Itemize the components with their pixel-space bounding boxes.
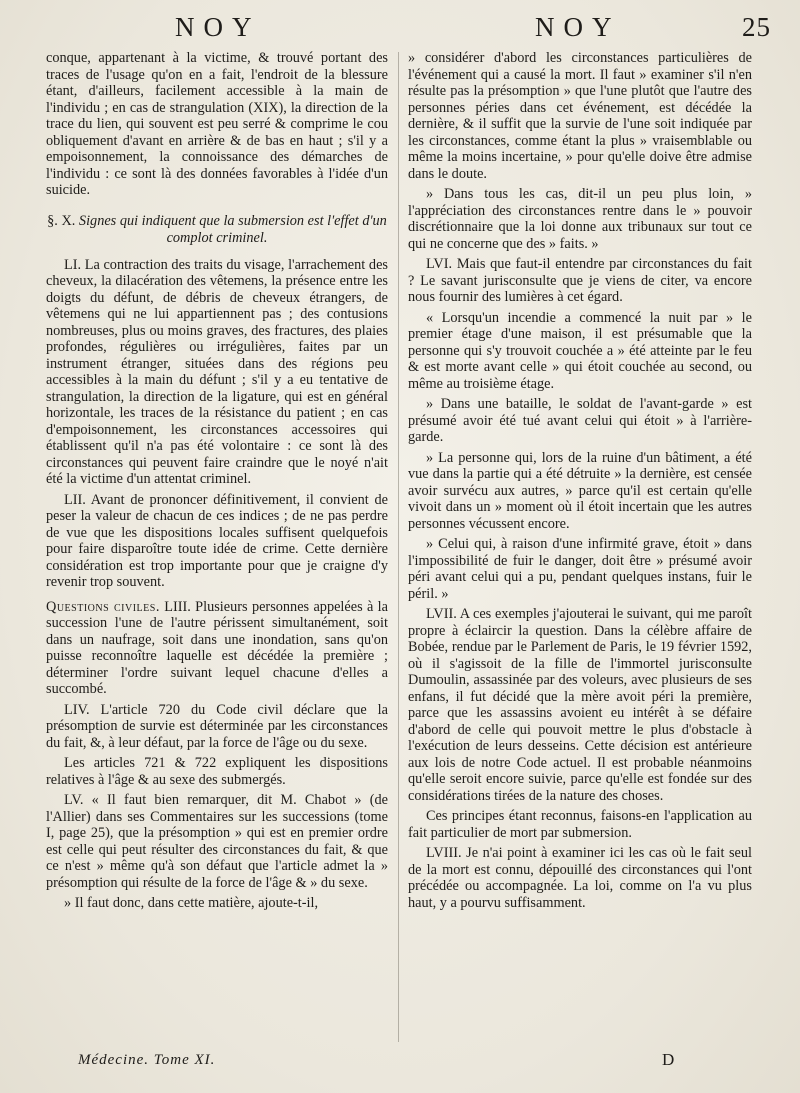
- quote-continuation: » considérer d'abord les circonstances particulières de l'événement qui a causé la mort. Il faut » examiner s'il n'en résulte pas la présomption » que l'une plutôt que l'autre des personnes péries dans cet événement, est décédée la dernière, & il suffit que la survie de l'une soit indiquée par les circonstances, comme étant la plus » vraisemblable ou même la moins incertaine, » pour qu'elle doive être admise dans le doute.: [408, 50, 752, 182]
- paragraph-lv: LV. « Il faut bien remarquer, dit M. Chabot » (de l'Allier) dans ses Commentaires sur les successions (tome I, page 25), que la présomption » qui est en premier ordre est celle qui peut résulter des circonstances du fait, & que ce n'est » même qu'à son défaut que l'article admet la » présomption qui résulte de la force de l'âge & » du sexe.: [46, 792, 388, 891]
- quote-bataille: » Dans une bataille, le soldat de l'avant-garde » est présumé avoir été tué avant celui qui étoit » à l'arrière-garde.: [408, 396, 752, 445]
- paragraph-lvi: LVI. Mais que faut-il entendre par circonstances du fait ? Le savant jurisconsulte que je viens de citer, va encore nous fournir des lumières à cet égard.: [408, 256, 752, 305]
- page-number: 25: [742, 12, 771, 42]
- paragraph-lviii: LVIII. Je n'ai point à examiner ici les cas où le fait seul de la mort est connu, dépouillé des circonstances qui l'ont précédée ou accompagnée. La loi, comme on l'a vu plus haut, y a pourvu suffisamment.: [408, 845, 752, 911]
- paragraph-liii: LIII. Plusieurs personnes appelées à la succession l'une de l'autre périssent simultanément, soit dans un naufrage, soit dans une inondation, sans qu'on puisse reconnoître laquelle est décédée la première ; déterminer l'ordre suivant lequel chacune d'elles a succombé.: [46, 598, 388, 697]
- paragraph-lvii: LVII. A ces exemples j'ajouterai le suivant, qui me paroît propre à éclaircir la question. Dans la célèbre affaire de Bobée, rendue par le Parlement de Paris, le 19 février 1592, où il s'agissoit de la fille de l'immortel jurisconsulte Dumoulin, assassinée par des voleurs, avec plusieurs de ses enfans, il fut décidé que la mère avoit péri la première, parce que les assassins avoient eu intérêt à se défaire d'abord de celle qui pouvoit mettre le plus d'obstacle à l'exécution de leurs desseins. Cette décision est antérieure aux lois de notre Code actuel. Il est probable néanmoins qu'elle seroit encore suivie, parce qu'elle est fondée sur des considérations tirées de la nature des choses.: [408, 606, 752, 804]
- paragraph-principes: Ces principes étant reconnus, faisons-en l'application au fait particulier de mort par submersion.: [408, 808, 752, 841]
- footer-volume: Médecine. Tome XI.: [78, 1052, 216, 1068]
- paragraph-lv-continued: » Il faut donc, dans cette matière, ajoute-t-il,: [64, 895, 319, 911]
- paragraph-li: LI. La contraction des traits du visage, l'arrachement des cheveux, la dilacération des vêtemens, la présence entre les doigts du défunt, de débris de cheveux étrangers, de vêtemens qui ne lui appartiennent pas ; des contusions nombreuses, plus ou moins graves, des fractures, des plaies profondes, régulières ou irrégulières, faites par un instrument étranger, situées dans des régions peu accessibles à la main du défunt ; s'il y a eu tentative de strangulation, la direction de la ligature, qui est en général horizontale, les traces de la résistance du patient ; en cas d'empoisonnement, les circonstances accessoires qui établissent qu'il n'a pas été volontaire : ce sont là des circonstances qui peuvent faire craindre que le noyé n'ait été la victime d'un attentat criminel.: [46, 256, 388, 487]
- signature-mark: D: [662, 1050, 675, 1069]
- paragraph-liv-articles: Les articles 721 & 722 expliquent les dispositions relatives à l'âge & au sexe des submergés.: [46, 755, 388, 788]
- quote-infirmite: » Celui qui, à raison d'une infirmité grave, étoit » dans l'impossibilité de fuir le danger, doit être » présumé avoir péri avant celui qui a pu, pendant quelques instans, fuir le péril. »: [408, 536, 752, 602]
- right-column: [408, 50, 752, 1050]
- running-head-left: NOY: [175, 12, 261, 42]
- quote-batiment: » La personne qui, lors de la ruine d'un bâtiment, a été vue dans la partie qui a été détruite » la dernière, est censée avoir survécu aux autres, » parce qu'il est certain qu'elle vivoit dans un » moment où il étoit incertain que les autres personnes vécussent encore.: [408, 449, 752, 532]
- paragraph-liv: LIV. L'article 720 du Code civil déclare que la présomption de survie est déterminée par les circonstances du fait, &, à leur défaut, par la force de l'âge ou du sexe.: [46, 701, 388, 751]
- section-title: Signes qui indiquent que la submersion est l'effet d'un complot criminel.: [78, 212, 387, 246]
- left-column: [46, 50, 388, 1050]
- paragraph-liii-block: [46, 599, 388, 698]
- section-number: §. X.: [47, 212, 76, 229]
- paragraph-lii: LII. Avant de prononcer définitivement, il convient de peser la valeur de chacun de ces indices ; de ne pas perdre de vue que les dispositions locales suffisent quelquefois pour faire disparoître toute idée de crime. Cette dernière considération est trop importante pour que je craigne d'y revenir trop souvent.: [46, 491, 388, 590]
- paragraph-continuation: conque, appartenant à la victime, & trouvé portant des traces de l'usage qu'on en a fait, l'endroit de la blessure étant, d'ailleurs, facilement accessible à la main de l'individu ; en cas de strangulation (XIX), la direction de la trace du lien, qui souvent est peu serré & comprime le cou obliquement d'avant en arrière & de bas en haut ; s'il y a empoisonnement, la connoissance des démarches de l'individu : ce sont là des données favorables à l'idée d'un suicide.: [46, 50, 388, 198]
- running-head: [0, 12, 800, 46]
- running-head-right: NOY: [535, 12, 621, 42]
- column-divider: [398, 52, 399, 1042]
- quote-incendie: « Lorsqu'un incendie a commencé la nuit par » le premier étage d'une maison, il est présumable que la personne qui s'y trouvoit couchée a » été atteinte par le feu & est morte avant celle » qui étoit couchée au second, ou même au troisième étage.: [408, 309, 752, 392]
- quote-paragraph-1: » Dans tous les cas, dit-il un peu plus loin, » l'appréciation des circonstances rentre dans le » pouvoir discrétionnaire que la loi donne aux tribunaux sur tout ce qui ne concerne que des » faits. »: [408, 186, 752, 252]
- section-heading: [46, 213, 388, 247]
- questions-civiles-heading: Questions civiles.: [46, 598, 160, 615]
